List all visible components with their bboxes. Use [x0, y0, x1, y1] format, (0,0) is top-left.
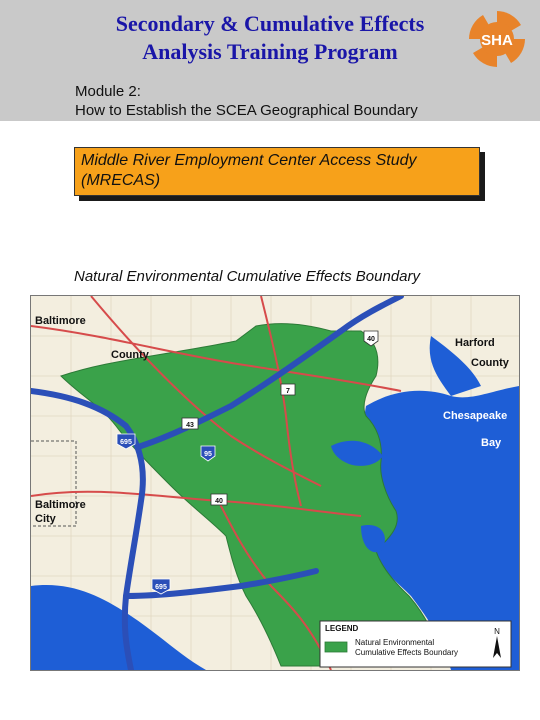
svg-text:43: 43	[186, 422, 194, 429]
study-title-box	[74, 147, 480, 196]
study-title-line-1: Middle River Employment Center Access Study	[81, 152, 417, 169]
label-harford-2: County	[471, 357, 509, 369]
legend-item-line-2: Cumulative Effects Boundary	[355, 648, 459, 657]
module-number: Module 2:	[75, 83, 141, 100]
svg-text:40: 40	[215, 498, 223, 505]
legend-title: LEGEND	[325, 624, 359, 633]
svg-text:695: 695	[155, 584, 167, 591]
label-baltimore-city-2: City	[35, 513, 56, 525]
page-title	[0, 10, 540, 66]
map-legend	[320, 621, 511, 667]
label-baltimore-county-2: County	[111, 349, 149, 361]
svg-text:95: 95	[204, 451, 212, 458]
svg-text:7: 7	[286, 388, 290, 395]
logo-text: SHA	[481, 32, 513, 49]
label-bay: Bay	[481, 437, 502, 449]
title-line-1: Secondary & Cumulative Effects	[115, 11, 425, 36]
sha-logo	[466, 8, 528, 70]
shield-rt43	[182, 418, 198, 429]
module-title: How to Establish the SCEA Geographical Boundary	[75, 102, 418, 119]
study-title-line-2: (MRECAS)	[81, 172, 161, 189]
map-caption: Natural Environmental Cumulative Effects Boundary	[74, 268, 420, 285]
label-baltimore-city-1: Baltimore	[35, 499, 86, 511]
module-heading	[75, 82, 418, 120]
label-harford-1: Harford	[455, 337, 495, 349]
label-chesapeake: Chesapeake	[443, 410, 508, 422]
legend-item-line-1: Natural Environmental	[355, 638, 435, 647]
shield-rt7	[281, 384, 295, 395]
label-baltimore-county-1: Baltimore	[35, 315, 86, 327]
north-label: N	[494, 627, 500, 636]
title-line-2: Analysis Training Program	[142, 39, 398, 64]
svg-text:40: 40	[367, 336, 375, 343]
svg-text:695: 695	[120, 439, 132, 446]
shield-rt40-lower	[211, 494, 227, 505]
boundary-map	[30, 295, 520, 671]
legend-swatch	[325, 642, 347, 652]
